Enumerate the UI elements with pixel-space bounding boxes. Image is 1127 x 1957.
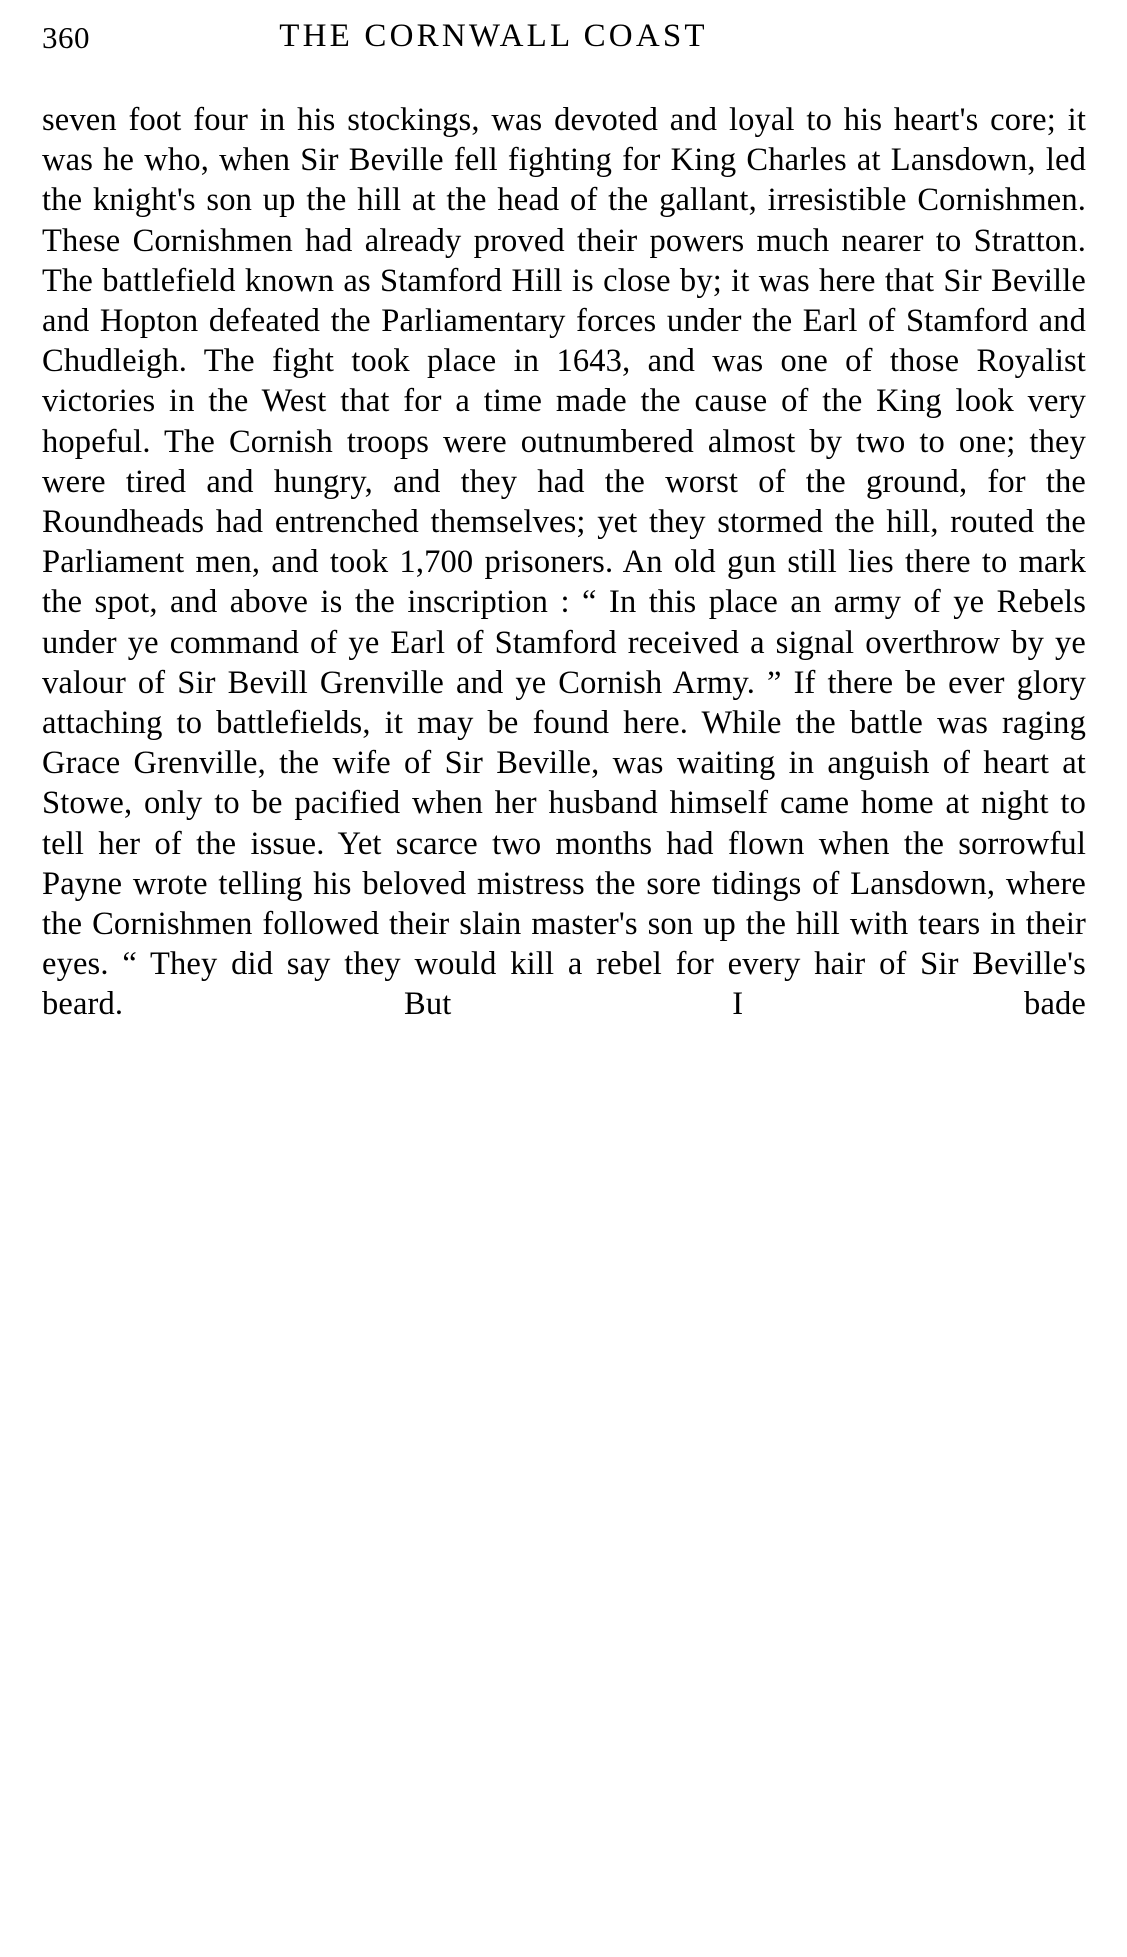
body-text	[42, 100, 1086, 1025]
page-number: 360	[42, 20, 90, 55]
running-head: THE CORNWALL COAST	[279, 18, 708, 54]
page-header	[0, 12, 1127, 60]
paragraph: seven foot four in his stockings, was devoted and loyal to his heart's core; it was he who, when Sir Beville fell fighting for King Charles at Lansdown, led the knight's son up the hill at the head of the gallant, irresistible Cornishmen. These Cornishmen had already proved their powers much nearer to Stratton. The battlefield known as Stamford Hill is close by; it was here that Sir Beville and Hopton defeated the Parliamentary forces under the Earl of Stamford and Chudleigh. The fight took place in 1643, and was one of those Royalist victories in the West that for a time made the cause of the King look very hopeful. The Cornish troops were outnumbered almost by two to one; they were tired and hungry, and they had the worst of the ground, for the Roundheads had entrenched themselves; yet they stormed the hill, routed the Parliament men, and took 1,700 prisoners. An old gun still lies there to mark the spot, and above is the inscription : “ In this place an army of ye Rebels under ye command of ye Earl of Stamford received a signal overthrow by ye valour of Sir Bevill Grenville and ye Cornish Army. ” If there be ever glory attaching to battlefields, it may be found here. While the battle was raging Grace Grenville, the wife of Sir Beville, was waiting in anguish of heart at Stowe, only to be pacified when her husband himself came home at night to tell her of the issue. Yet scarce two months had flown when the sorrowful Payne wrote telling his beloved mistress the sore tidings of Lansdown, where the Cornishmen followed their slain master's son up the hill with tears in their eyes. “ They did say they would kill a rebel for every hair of Sir Beville's beard. But I bade	[42, 102, 1086, 1023]
